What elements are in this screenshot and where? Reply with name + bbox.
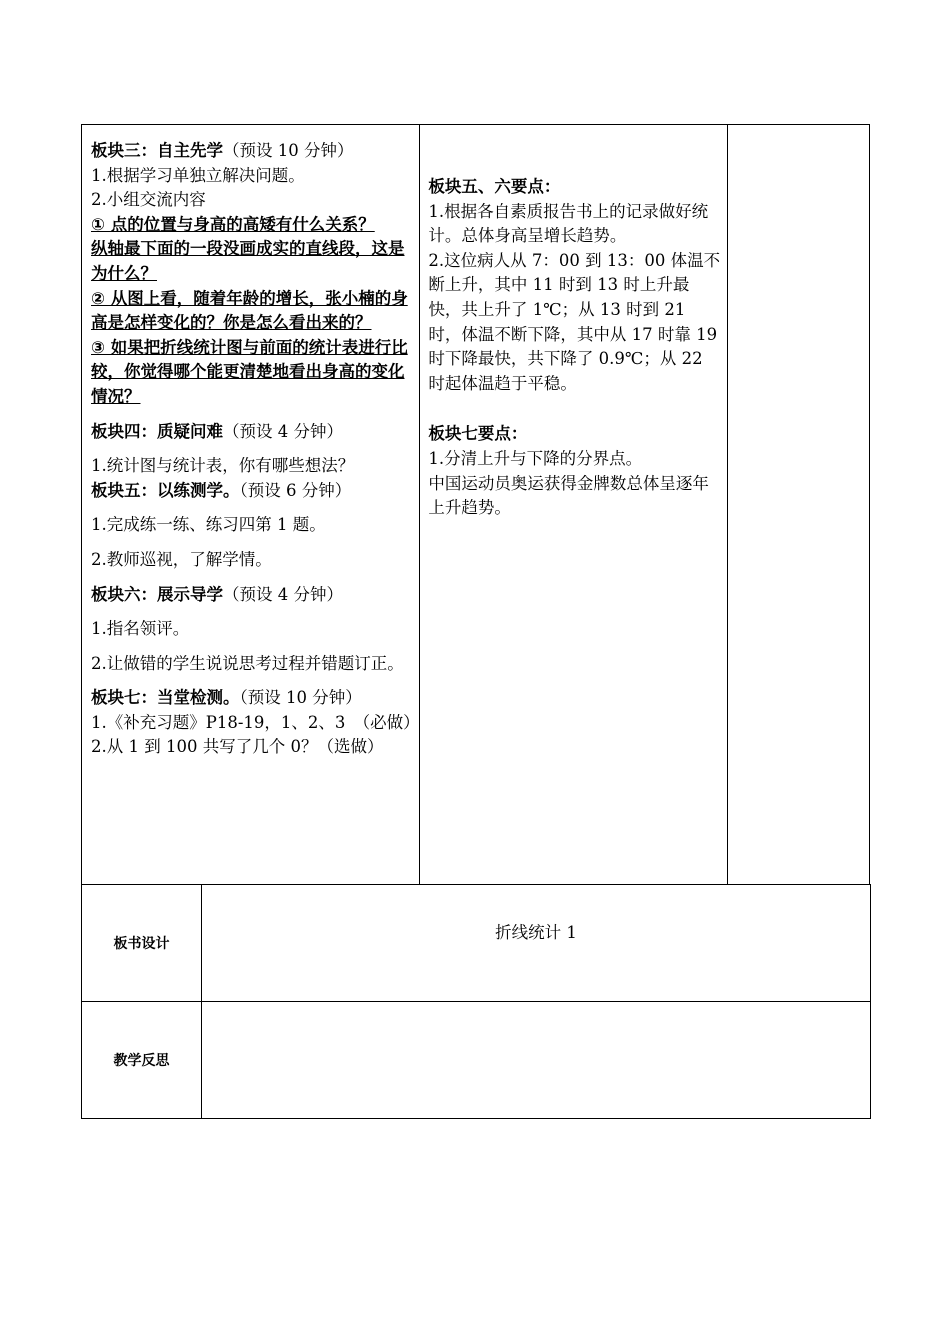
reflection-label: 教学反思 xyxy=(82,1002,202,1119)
section-3-heading: 板块三：自主先学（预设 10 分钟） xyxy=(91,141,354,160)
section-4-heading: 板块四：质疑问难（预设 4 分钟） xyxy=(91,421,343,441)
section-3-question-1: ① 点的位置与身高的高矮有什么关系？ xyxy=(91,214,375,234)
section-5-heading: 板块五：以练测学。（预设 6 分钟） xyxy=(91,480,352,500)
section-6-item-2: 2.让做错的学生说说思考过程并错题订正。 xyxy=(91,653,404,673)
section-3-item-2: 2.小组交流内容 xyxy=(91,190,206,210)
section-6-item-1: 1.指名领评。 xyxy=(91,619,190,639)
section-3-item-1: 1.根据学习单独立解决问题。 xyxy=(91,165,305,185)
footer-table xyxy=(81,884,871,1119)
notes-cell xyxy=(727,125,869,885)
key-points-5-6-heading: 板块五、六要点： xyxy=(428,177,561,196)
board-design-title: 折线统计 1 xyxy=(495,923,577,942)
section-5-item-1: 1.完成练一练、练习四第 1 题。 xyxy=(91,515,326,535)
key-points-7-item-1: 1.分清上升与下降的分界点。 xyxy=(428,448,643,468)
section-7-heading: 板块七：当堂检测。（预设 10 分钟） xyxy=(91,688,362,708)
reflection-row xyxy=(82,1002,871,1119)
section-6-heading: 板块六：展示导学（预设 4 分钟） xyxy=(91,584,343,604)
key-points-cell xyxy=(420,125,727,885)
section-3-question-3: ③ 如果把折线统计图与前面的统计表进行比较，你觉得哪个能更清楚地看出身高的变化情况？ xyxy=(91,337,408,406)
reflection-content xyxy=(202,1002,871,1119)
activity-cell xyxy=(82,125,420,885)
board-design-row xyxy=(82,885,871,1002)
key-points-5-6-item-2: 2.这位病人从 7：00 到 13：00 体温不断上升，其中 11 时到 13 时上升最快，共上升了 1℃；从 13 时到 21 时，体温不断下降，其中从 17 时靠 19 时下降最快，共下降了 0.9℃；从 22 时起体温趋于平稳。 xyxy=(428,250,721,393)
key-points-7-item-2: 中国运动员奥运获得金牌数总体呈逐年上升趋势。 xyxy=(428,473,709,518)
key-points-5-6-item-1: 1.根据各自素质报告书上的记录做好统计。总体身高呈增长趋势。 xyxy=(428,201,709,246)
board-design-label: 板书设计 xyxy=(82,885,202,1002)
section-4-item-1: 1.统计图与统计表，你有哪些想法？ xyxy=(91,456,355,476)
section-7-item-1: 1.《补充习题》P18-19，1、2、3 （必做） xyxy=(91,712,420,732)
key-points-7-heading: 板块七要点： xyxy=(428,424,528,444)
section-3-question-2: ② 从图上看，随着年龄的增长，张小楠的身高是怎样变化的？你是怎么看出来的？ xyxy=(91,288,408,333)
section-7-item-2: 2.从 1 到 100 共写了几个 0？（选做） xyxy=(91,737,384,757)
activity-row xyxy=(82,125,870,885)
section-5-item-2: 2.教师巡视，了解学情。 xyxy=(91,549,272,569)
section-3-question-1b: 纵轴最下面的一段没画成实的直线段，这是为什么？ xyxy=(91,239,405,283)
board-design-content xyxy=(202,885,871,1002)
lesson-plan-table xyxy=(81,124,870,885)
